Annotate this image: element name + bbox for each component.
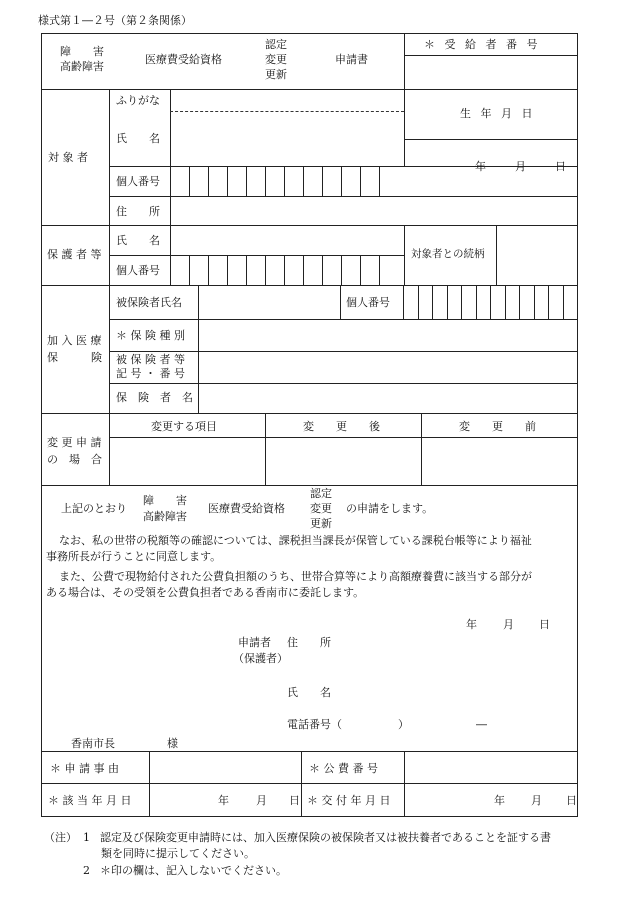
phone-label: 電話番号（: [287, 718, 342, 731]
change-after-header: 変 更 後: [303, 420, 380, 433]
applicable-date-label: ＊ 該 当 年 月 日: [48, 794, 132, 807]
guardian-personal-number-label: 個人番号: [116, 264, 160, 277]
guardian-personal-number-field[interactable]: [171, 256, 403, 284]
note-2-line1: ＊印の欄は、記入しないでください。: [100, 864, 287, 877]
note-1-line1: 認定及び保険変更申請時には、加入医療保険の被保険者又は被扶養者であることを証する書: [100, 831, 551, 844]
declaration-date-day: 日: [539, 618, 550, 631]
form-number: 様式第１―２号（第２条関係）: [38, 14, 192, 27]
issue-date-label: ＊ 交 付 年 月 日: [307, 794, 391, 807]
declaration-end: の申請をします。: [346, 502, 434, 515]
notes-prefix: （注）: [44, 831, 77, 844]
addressee: 香南市長: [71, 737, 115, 750]
declaration-date-month: 月: [503, 618, 514, 631]
insurer-name-label: 保 険 者 名: [116, 391, 193, 404]
header-type-disability: 障 害: [60, 45, 104, 58]
phone-field[interactable]: [345, 715, 545, 733]
public-number-field[interactable]: [405, 752, 576, 782]
note-2-number: 2: [83, 864, 90, 877]
header-action-certify: 認定: [265, 38, 287, 51]
header-suffix: 申請書: [335, 53, 368, 66]
declaration-date-year: 年: [466, 618, 477, 631]
phone-dash: ―: [476, 718, 487, 731]
subject-address-field[interactable]: [171, 197, 576, 224]
public-number-label: ＊ 公 費 番 号: [309, 762, 378, 775]
header-action-change: 変更: [265, 53, 287, 66]
change-before-header: 変 更 前: [459, 420, 536, 433]
declaration-lead: 上記のとおり: [61, 502, 127, 515]
change-after-field[interactable]: [266, 438, 420, 484]
insurance-type-label: ＊ 保 険 種 別: [116, 329, 185, 342]
applicable-date-month: 月: [256, 794, 267, 807]
application-reason-field[interactable]: [150, 752, 300, 782]
insured-symbol-field[interactable]: [199, 352, 576, 382]
applicant-guardian-note: （保護者）: [233, 652, 288, 665]
applicant-label: 申請者: [238, 636, 271, 649]
insured-name-label: 被保険者氏名: [116, 296, 182, 309]
birthdate-month: 月: [515, 160, 526, 173]
recipient-number-field[interactable]: [405, 56, 576, 88]
applicant-address-field[interactable]: [340, 630, 570, 654]
guardian-name-field[interactable]: [171, 226, 403, 254]
declaration-type-elderly: 高齢障害: [143, 510, 187, 523]
honorific: 様: [167, 737, 178, 750]
relationship-field[interactable]: [497, 226, 576, 284]
relationship-label: 対象者との続柄: [411, 248, 485, 260]
furigana-label: ふりがな: [116, 94, 160, 107]
header-action-renew: 更新: [265, 68, 287, 81]
insurance-type-field[interactable]: [199, 320, 576, 350]
insurance-personal-number-label: 個人番号: [346, 296, 390, 309]
note-1-line2: 類を同時に提示してください。: [101, 847, 255, 860]
insured-symbol-label-2: 記 号 ・ 番 号: [116, 367, 185, 380]
change-section-label-2: の 場 合: [47, 453, 102, 466]
declaration-paragraph2-line1: また、公費で現物給付された公費負担額のうち、世帯合算等により高額療養費に該当する部分が: [59, 570, 532, 583]
birthdate-label: 生 年 月 日: [460, 107, 536, 120]
declaration-title: 医療費受給資格: [208, 502, 285, 515]
declaration-type-disability: 障 害: [143, 494, 187, 507]
subject-address-label: 住 所: [116, 205, 160, 218]
insurance-section-label-1: 加 入 医 療: [47, 334, 102, 347]
issue-date-year: 年: [494, 794, 505, 807]
header-type-elderly: 高齢障害: [60, 60, 104, 73]
subject-name-label: 氏 名: [116, 132, 160, 145]
declaration-paragraph1-line2: 事務所長が行うことに同意します。: [46, 550, 222, 563]
declaration-paragraph1-line1: なお、私の世帯の税額等の確認については、課税担当課長が保管している課税台帳等により福祉: [59, 534, 532, 547]
insured-symbol-label-1: 被 保 険 者 等: [116, 353, 185, 366]
subject-name-field[interactable]: [171, 112, 403, 165]
guardian-name-label: 氏 名: [116, 234, 160, 247]
declaration-action-change: 変更: [310, 502, 332, 515]
applicant-address-label: 住 所: [287, 636, 331, 649]
recipient-number-label: ＊ 受 給 者 番 号: [424, 38, 541, 51]
applicant-name-label: 氏 名: [287, 686, 331, 699]
birthdate-day: 日: [555, 160, 566, 173]
change-before-field[interactable]: [422, 438, 576, 484]
change-section-label-1: 変 更 申 請: [47, 436, 102, 449]
header-title: 医療費受給資格: [145, 53, 222, 66]
applicable-date-year: 年: [218, 794, 229, 807]
insurer-name-field[interactable]: [199, 384, 576, 412]
furigana-field[interactable]: [171, 90, 403, 110]
issue-date-day: 日: [566, 794, 577, 807]
change-item-field[interactable]: [110, 438, 264, 484]
subject-personal-number-label: 個人番号: [116, 175, 160, 188]
change-item-header: 変更する項目: [151, 420, 217, 433]
guardian-section-label: 保 護 者 等: [47, 248, 102, 261]
subject-personal-number-field[interactable]: [171, 167, 403, 195]
applicable-date-day: 日: [289, 794, 300, 807]
insured-name-field[interactable]: [199, 286, 339, 318]
subject-section-label: 対 象 者: [48, 151, 88, 164]
phone-close: ）: [398, 718, 409, 731]
insurance-personal-number-field[interactable]: [404, 286, 576, 318]
application-reason-label: ＊ 申 請 事 由: [50, 762, 119, 775]
birthdate-year: 年: [475, 160, 486, 173]
issue-date-month: 月: [531, 794, 542, 807]
declaration-action-certify: 認定: [310, 487, 332, 500]
insurance-section-label-2: 保 険: [47, 351, 102, 364]
applicant-name-field[interactable]: [340, 680, 570, 704]
declaration-action-renew: 更新: [310, 517, 332, 530]
declaration-paragraph2-line2: ある場合は、その受領を公費負担者である香南市に委託します。: [46, 586, 365, 599]
note-1-number: 1: [83, 831, 90, 844]
